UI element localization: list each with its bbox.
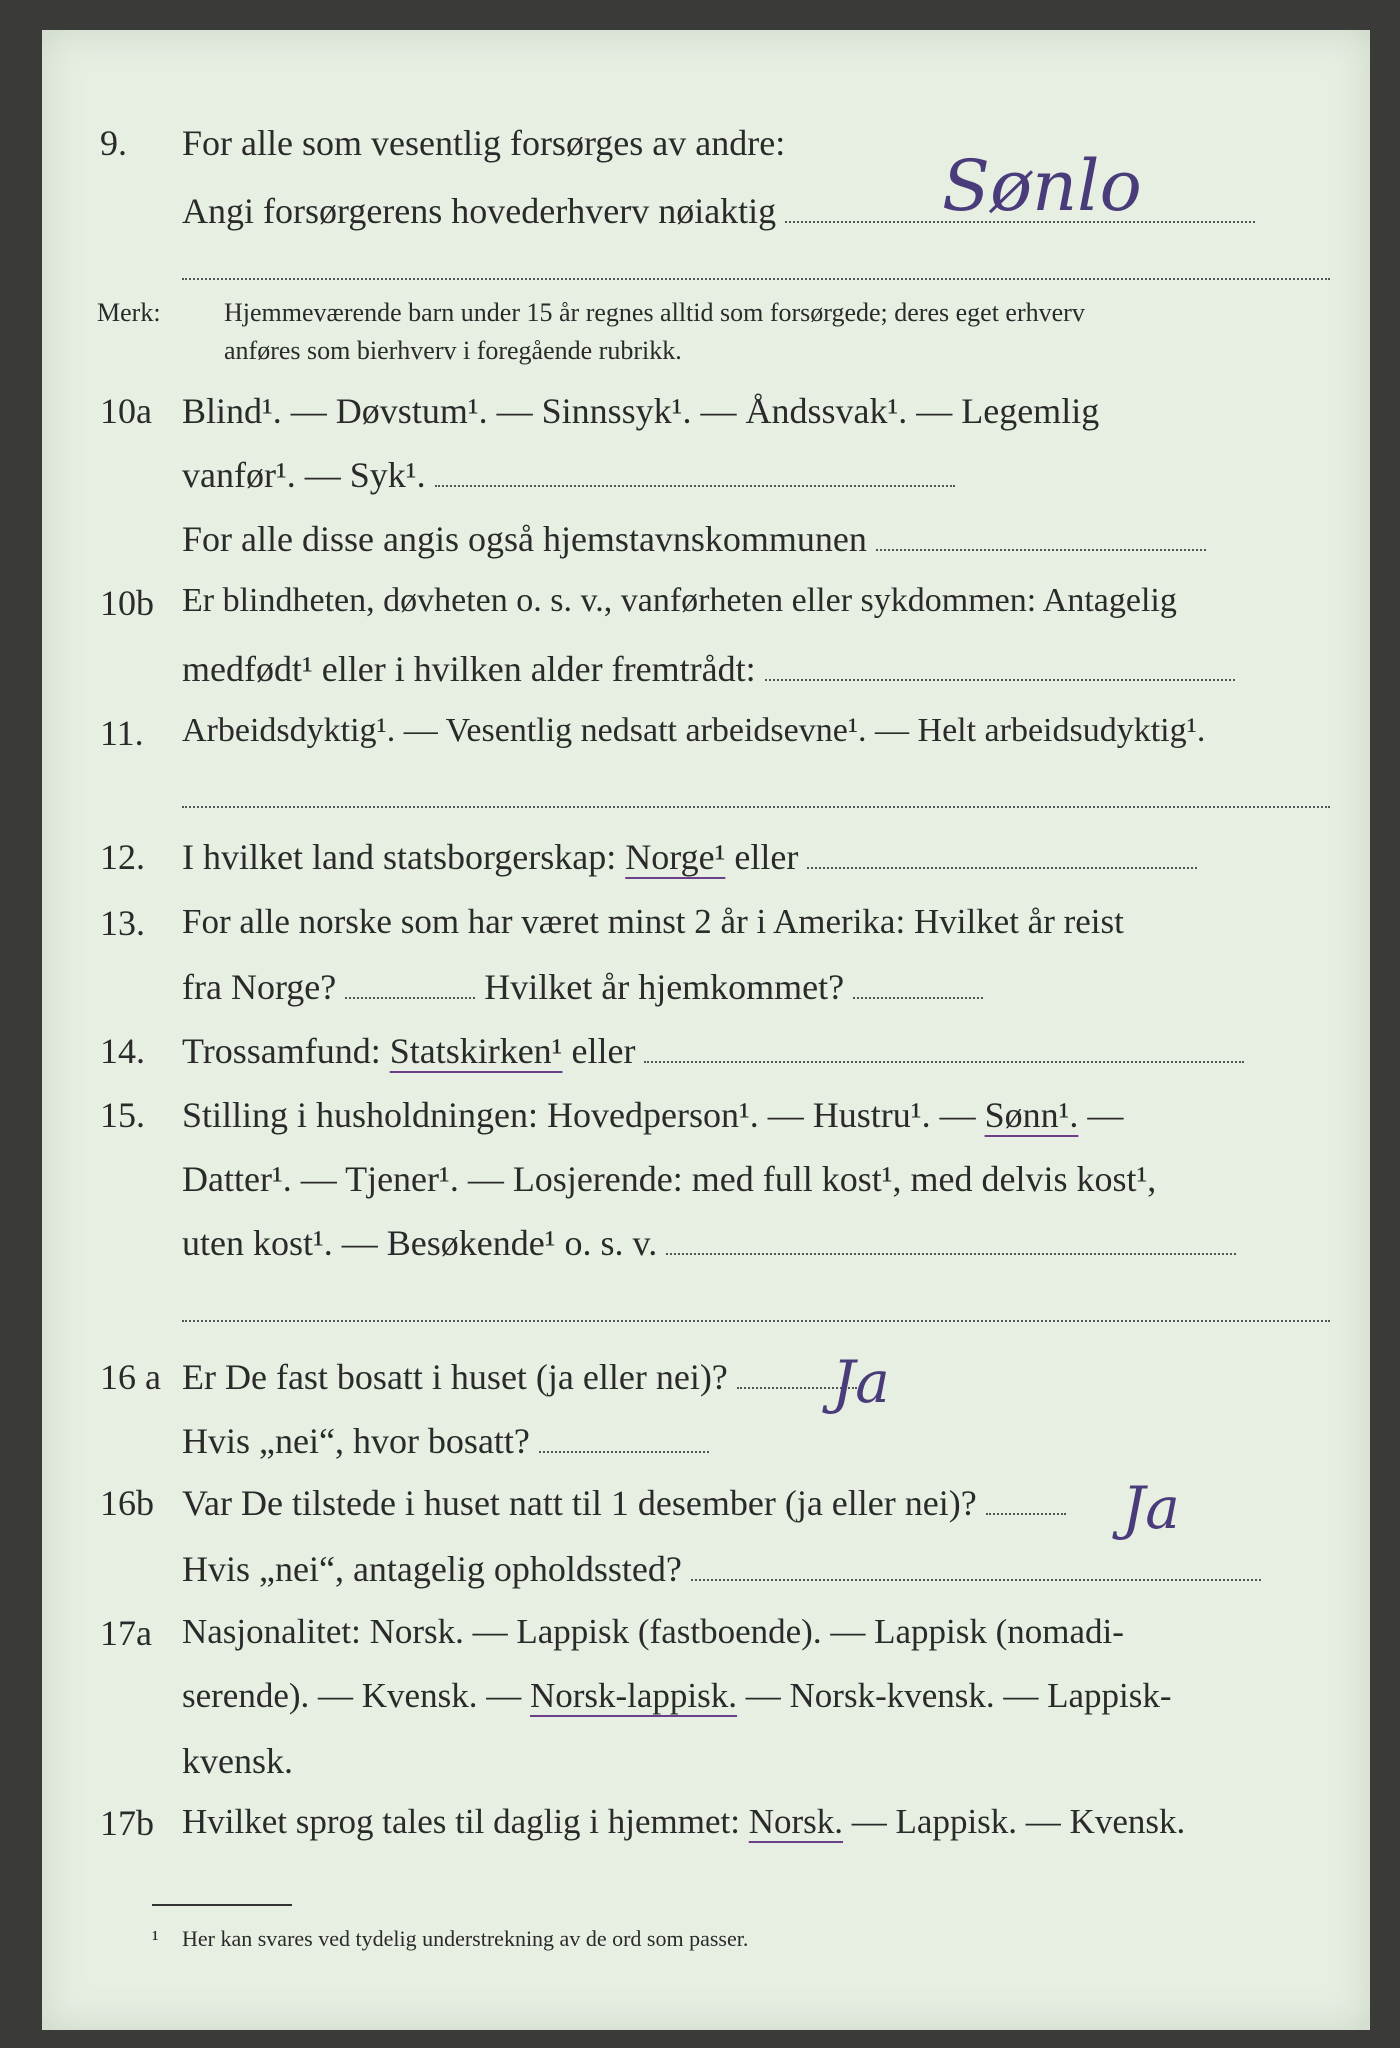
footnote-mark: ¹ xyxy=(152,1926,159,1951)
item-text: Arbeidsdyktig¹. — Vesentlig nedsatt arbeidsevne¹. — Helt arbeidsudyktig¹. xyxy=(182,712,1206,749)
marked-option[interactable]: Norsk-lappisk. xyxy=(529,1676,738,1715)
item-text: uten kost¹. — Besøkende¹ o. s. v. xyxy=(182,1223,658,1263)
item-text: I hvilket land statsborgerskap: xyxy=(182,837,617,877)
item-number: 13. xyxy=(100,903,145,943)
answer-line[interactable] xyxy=(644,1061,1244,1063)
answer-line[interactable] xyxy=(182,1320,1330,1322)
answer-line[interactable] xyxy=(182,806,1330,808)
item-number: 10a xyxy=(100,391,152,431)
item-text: Er blindheten, døvheten o. s. v., vanførheten eller sykdommen: Antagelig xyxy=(182,582,1177,619)
item-text: Hvilket sprog tales til daglig i hjemmet: xyxy=(182,1802,740,1841)
item-text: For alle som vesentlig forsørges av andre: xyxy=(182,123,786,163)
item-text: serende). — Kvensk. — xyxy=(182,1676,522,1715)
marked-option[interactable]: Sønn¹. xyxy=(984,1095,1079,1135)
item-number: 12. xyxy=(100,837,145,877)
note-text: Hjemmeværende barn under 15 år regnes alltid som forsørgede; deres eget erhverv xyxy=(224,298,1085,327)
item-number: 17a xyxy=(100,1613,152,1653)
answer-line[interactable] xyxy=(666,1253,1236,1255)
answer-line[interactable] xyxy=(345,997,475,999)
footnote-text: Her kan svares ved tydelig understrekning av de ord som passer. xyxy=(182,1926,749,1951)
item-text: Stilling i husholdningen: Hovedperson¹. — Hustru¹. — xyxy=(182,1095,976,1135)
item-text: For alle disse angis også hjemstavnskommunen xyxy=(182,519,867,559)
note-label: Merk: xyxy=(97,298,161,327)
item-number: 17b xyxy=(100,1803,154,1843)
item-text: medfødt¹ eller i hvilken alder fremtrådt: xyxy=(182,649,756,689)
item-text: — xyxy=(1087,1095,1124,1135)
answer-line[interactable] xyxy=(182,278,1330,280)
footnote-divider xyxy=(152,1904,292,1906)
item-text: — Lappisk. — Kvensk. xyxy=(851,1802,1186,1841)
marked-option[interactable]: Norge¹ xyxy=(625,837,726,877)
handwritten-answer: Ja xyxy=(832,1348,890,1416)
item-text: Hvilket år hjemkommet? xyxy=(484,967,845,1007)
item-text: Hvis „nei“, hvor bosatt? xyxy=(182,1421,530,1461)
item-text: Trossamfund: xyxy=(182,1031,381,1071)
item-text: eller xyxy=(734,837,799,877)
item-text: Hvis „nei“, antagelig opholdssted? xyxy=(182,1549,682,1589)
item-number: 15. xyxy=(100,1095,145,1135)
answer-line[interactable] xyxy=(807,867,1197,869)
item-text: Var De tilstede i huset natt til 1 desember (ja eller nei)? xyxy=(182,1483,977,1523)
item-text: For alle norske som har været minst 2 år i Amerika: Hvilket år reist xyxy=(182,902,1124,941)
item-number: 16 a xyxy=(100,1357,161,1397)
marked-option[interactable]: Norsk. xyxy=(748,1802,844,1841)
answer-line[interactable] xyxy=(765,679,1235,681)
census-form-sheet xyxy=(42,30,1370,2030)
handwritten-answer: Sønlo xyxy=(942,145,1142,227)
item-text: Datter¹. — Tjener¹. — Losjerende: med full kost¹, med delvis kost¹, xyxy=(182,1159,1157,1199)
item-text: fra Norge? xyxy=(182,967,337,1007)
item-text: vanfør¹. — Syk¹. xyxy=(182,455,426,495)
marked-option[interactable]: Statskirken¹ xyxy=(389,1031,563,1071)
answer-line[interactable] xyxy=(691,1579,1261,1581)
answer-line[interactable] xyxy=(435,485,955,487)
answer-line[interactable] xyxy=(986,1513,1066,1515)
item-number: 9. xyxy=(100,123,127,163)
item-number: 14. xyxy=(100,1031,145,1071)
answer-line[interactable] xyxy=(853,997,983,999)
item-text: Angi forsørgerens hovederhverv nøiaktig xyxy=(182,191,777,231)
note-text: anføres som bierhverv i foregående rubrikk. xyxy=(224,336,682,365)
answer-line[interactable] xyxy=(876,549,1206,551)
item-text: — Norsk-kvensk. — Lappisk- xyxy=(745,1676,1172,1715)
item-text: eller xyxy=(571,1031,636,1071)
item-number: 10b xyxy=(100,583,154,623)
item-number: 11. xyxy=(100,713,144,753)
item-text: Er De fast bosatt i huset (ja eller nei)? xyxy=(182,1357,728,1397)
item-text: Nasjonalitet: Norsk. — Lappisk (fastboende). — Lappisk (nomadi- xyxy=(182,1612,1124,1651)
handwritten-answer: Ja xyxy=(1122,1474,1180,1542)
answer-line[interactable] xyxy=(539,1451,709,1453)
item-text: Blind¹. — Døvstum¹. — Sinnssyk¹. — Åndssvak¹. — Legemlig xyxy=(182,391,1100,431)
item-number: 16b xyxy=(100,1483,154,1523)
item-text: kvensk. xyxy=(182,1741,293,1781)
